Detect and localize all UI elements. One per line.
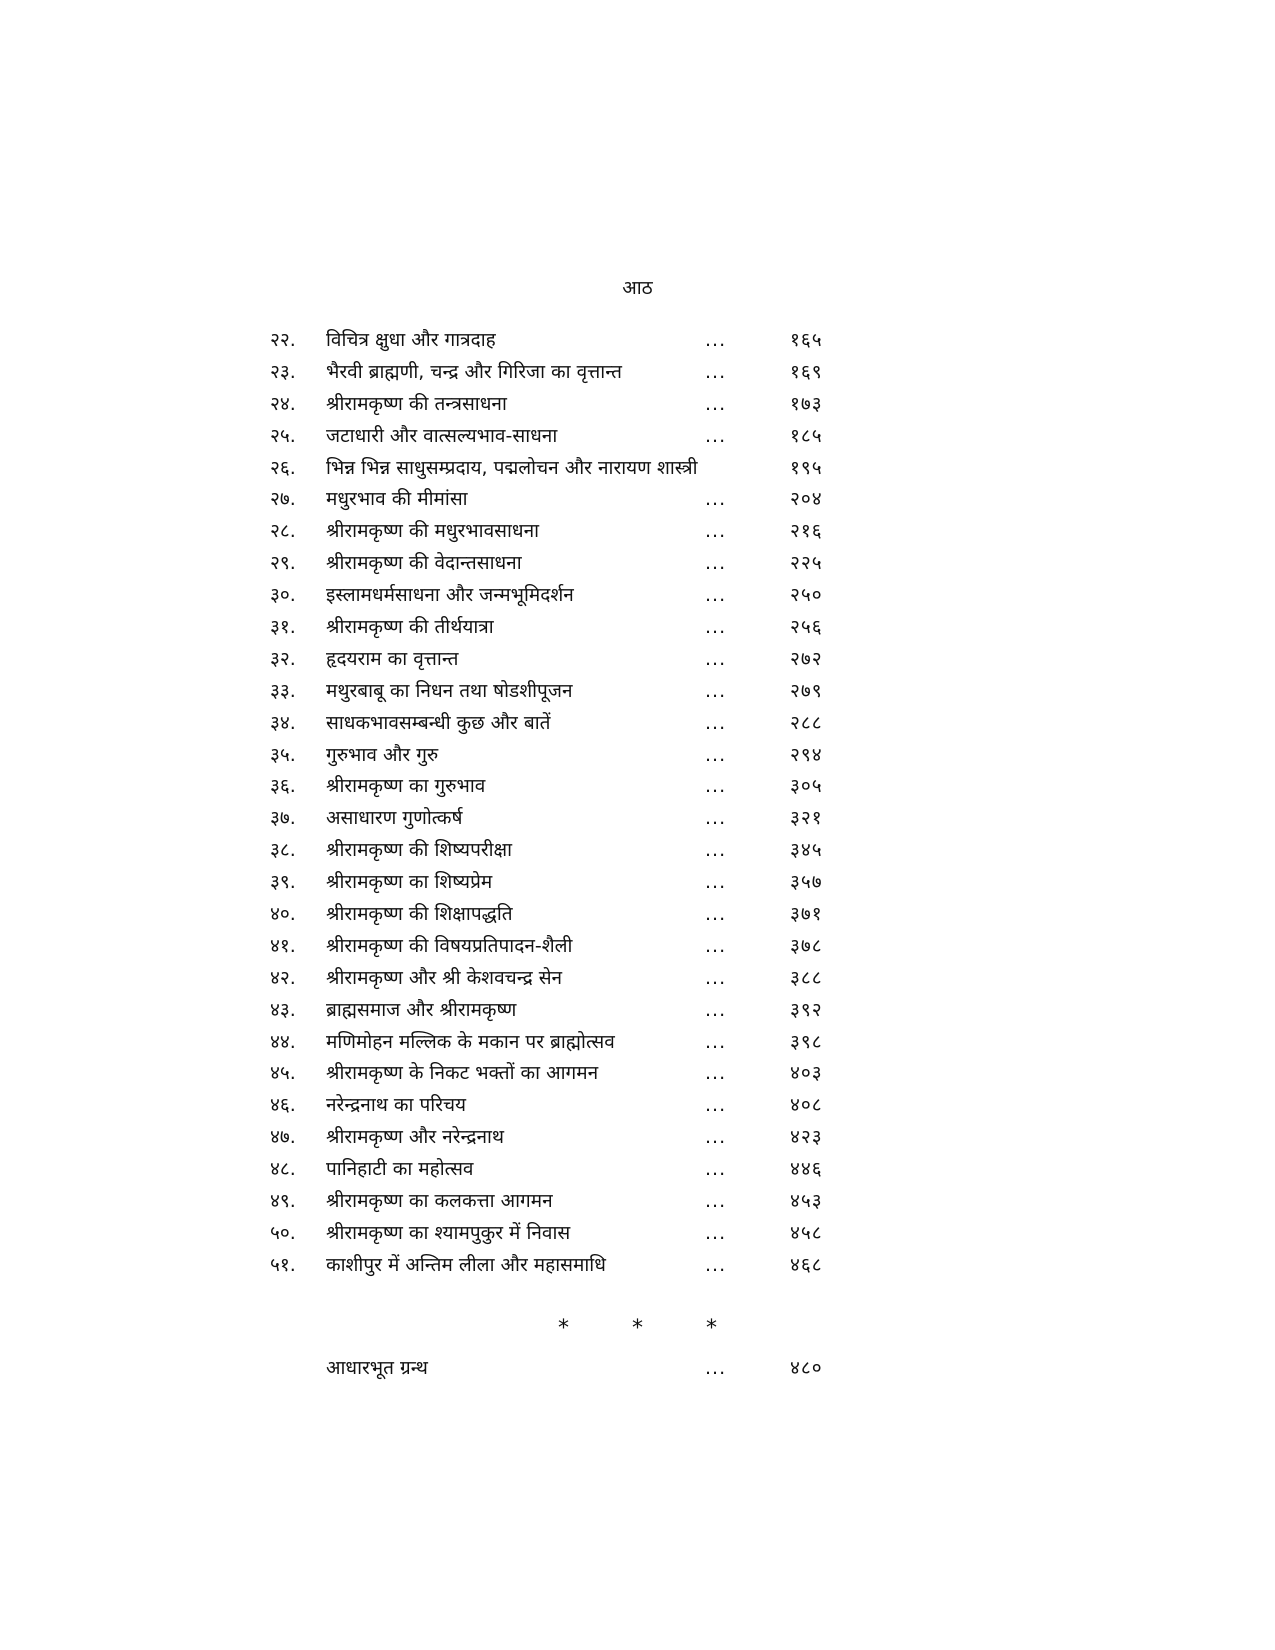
toc-entry-page: ४५८	[790, 1221, 823, 1244]
toc-entry	[270, 964, 870, 996]
toc-entry-number: २७.	[270, 488, 296, 511]
toc-entry-title: श्रीरामकृष्ण का गुरुभाव	[326, 775, 486, 798]
toc-entry-page: ३८८	[790, 966, 823, 989]
toc-entry-leader: ...	[705, 679, 727, 702]
toc-entry	[270, 1155, 870, 1187]
toc-entry-leader: ...	[705, 966, 727, 989]
toc-entry-title: भिन्न भिन्न साधुसम्प्रदाय, पद्मलोचन और नारायण शास्त्री	[326, 456, 698, 479]
toc-entry	[270, 709, 870, 741]
toc-entry	[270, 900, 870, 932]
appendix-leader: ...	[705, 1357, 727, 1379]
toc-entry-leader: ...	[705, 839, 727, 862]
toc-entry-leader: ...	[705, 1094, 727, 1117]
toc-entry	[270, 1059, 870, 1091]
appendix-title: आधारभूत ग्रन्थ	[326, 1357, 428, 1379]
toc-entry-title: मधुरभाव की मीमांसा	[326, 488, 468, 511]
toc-entry-page: १६९	[790, 360, 823, 383]
toc-entry-title: असाधारण गुणोत्कर्ष	[326, 807, 463, 830]
toc-entry-title: श्रीरामकृष्ण की तन्त्रसाधना	[326, 392, 507, 415]
toc-entry	[270, 1123, 870, 1155]
page-number: आठ	[622, 277, 653, 299]
toc-entry	[270, 390, 870, 422]
toc-entry-number: ४२.	[270, 966, 296, 989]
toc-entry-title: गुरुभाव और गुरु	[326, 743, 439, 766]
toc-entry-number: ३३.	[270, 679, 296, 702]
toc-entry	[270, 1091, 870, 1123]
toc-entry	[270, 741, 870, 773]
toc-entry	[270, 1354, 870, 1386]
toc-entry-page: १९५	[790, 456, 823, 479]
toc-entry-leader: ...	[705, 552, 727, 575]
toc-entry-number: ५१.	[270, 1253, 296, 1276]
toc-entry	[270, 422, 870, 454]
toc-entry-leader: ...	[705, 1126, 727, 1149]
toc-entry-leader: ...	[705, 903, 727, 926]
toc-entry	[270, 996, 870, 1028]
asterisk-glyph: *	[558, 1316, 569, 1341]
table-of-contents	[270, 326, 870, 1283]
toc-entry-page: १७३	[790, 392, 823, 415]
toc-entry-number: २४.	[270, 392, 296, 415]
toc-entry-leader: ...	[705, 584, 727, 607]
toc-entry	[270, 358, 870, 390]
toc-entry	[270, 1187, 870, 1219]
toc-entry-page: ३५७	[790, 871, 823, 894]
toc-entry-title: श्रीरामकृष्ण की विषयप्रतिपादन-शैली	[326, 934, 573, 957]
toc-entry-page: ३७८	[790, 934, 823, 957]
toc-entry-page: २१६	[790, 520, 823, 543]
toc-entry-page: ३४५	[790, 839, 823, 862]
toc-entry-number: २३.	[270, 360, 296, 383]
toc-entry-leader: ...	[705, 775, 727, 798]
toc-entry-number: २९.	[270, 552, 296, 575]
toc-entry-number: ४१.	[270, 934, 296, 957]
toc-entry-leader: ...	[705, 743, 727, 766]
toc-entry-title: मथुरबाबू का निधन तथा षोडशीपूजन	[326, 679, 573, 702]
toc-entry-page: ३९८	[790, 1030, 823, 1053]
toc-entry-page: २०४	[790, 488, 823, 511]
toc-entry-number: ३६.	[270, 775, 296, 798]
toc-entry-title: नरेन्द्रनाथ का परिचय	[326, 1094, 467, 1117]
toc-entry	[270, 677, 870, 709]
toc-entry	[270, 772, 870, 804]
toc-entry-number: ३४.	[270, 711, 296, 734]
toc-entry-title: ब्राह्मसमाज और श्रीरामकृष्ण	[326, 998, 517, 1021]
toc-entry	[270, 485, 870, 517]
toc-entry	[270, 836, 870, 868]
appendix-entry	[270, 1354, 870, 1386]
toc-entry-leader: ...	[705, 1253, 727, 1276]
toc-entry-page: ४६८	[790, 1253, 823, 1276]
toc-entry-number: ४५.	[270, 1062, 296, 1085]
toc-entry-leader: ...	[705, 360, 727, 383]
toc-entry-leader: ...	[705, 616, 727, 639]
toc-entry-number: ३९.	[270, 871, 296, 894]
toc-entry-leader: ...	[705, 647, 727, 670]
toc-entry-title: श्रीरामकृष्ण का श्यामपुकुर में निवास	[326, 1221, 571, 1244]
toc-entry	[270, 549, 870, 581]
toc-entry-number: ३५.	[270, 743, 296, 766]
toc-entry-number: २८.	[270, 520, 296, 543]
toc-entry-page: १८५	[790, 424, 823, 447]
toc-entry-leader: ...	[705, 934, 727, 957]
toc-entry-title: विचित्र क्षुधा और गात्रदाह	[326, 329, 496, 351]
asterisk-glyph: *	[632, 1316, 643, 1341]
toc-entry-title: श्रीरामकृष्ण की वेदान्तसाधना	[326, 552, 522, 575]
toc-entry-number: ४३.	[270, 998, 296, 1021]
toc-entry-title: हृदयराम का वृत्तान्त	[326, 647, 459, 670]
toc-entry-page: २७९	[790, 679, 823, 702]
toc-entry-page: ३७१	[790, 903, 823, 926]
toc-entry-page: ३०५	[790, 775, 823, 798]
toc-entry-leader: ...	[705, 1062, 727, 1085]
toc-entry-leader: ...	[705, 392, 727, 415]
toc-entry	[270, 804, 870, 836]
toc-entry-number: ३२.	[270, 647, 296, 670]
toc-entry-leader: ...	[705, 1158, 727, 1181]
toc-entry-number: ४८.	[270, 1158, 296, 1181]
toc-entry-leader: ...	[705, 998, 727, 1021]
toc-entry-title: श्रीरामकृष्ण और नरेन्द्रनाथ	[326, 1126, 505, 1149]
section-separator	[0, 1316, 1275, 1341]
toc-entry-leader: ...	[705, 1190, 727, 1213]
toc-entry-number: ४६.	[270, 1094, 296, 1117]
toc-entry-leader: ...	[705, 807, 727, 830]
appendix-page: ४८०	[790, 1357, 823, 1379]
toc-entry-number: ३७.	[270, 807, 296, 830]
toc-entry-title: श्रीरामकृष्ण का कलकत्ता आगमन	[326, 1190, 553, 1213]
toc-entry-page: २८८	[790, 711, 823, 734]
toc-entry-leader: ...	[705, 520, 727, 543]
toc-entry-title: साधकभावसम्बन्धी कुछ और बातें	[326, 711, 551, 734]
toc-entry-title: काशीपुर में अन्तिम लीला और महासमाधि	[326, 1253, 606, 1276]
toc-entry-page: १६५	[790, 329, 823, 351]
toc-entry-number: ४४.	[270, 1030, 296, 1053]
toc-entry-page: ४४६	[790, 1158, 823, 1181]
toc-entry	[270, 645, 870, 677]
toc-entry-page: ३९२	[790, 998, 823, 1021]
toc-entry-number: ३८.	[270, 839, 296, 862]
toc-entry-title: श्रीरामकृष्ण का शिष्यप्रेम	[326, 871, 493, 894]
toc-entry-number: ३०.	[270, 584, 296, 607]
toc-entry-page: ३२१	[790, 807, 823, 830]
toc-entry-page: ४०३	[790, 1062, 823, 1085]
toc-entry-page: २५०	[790, 584, 823, 607]
toc-entry	[270, 1219, 870, 1251]
toc-entry-leader: ...	[705, 488, 727, 511]
toc-entry-page: ४०८	[790, 1094, 823, 1117]
toc-entry-leader: ...	[705, 1030, 727, 1053]
toc-entry-number: २६.	[270, 456, 296, 479]
toc-entry-title: जटाधारी और वात्सल्यभाव-साधना	[326, 424, 558, 447]
toc-entry	[270, 1251, 870, 1283]
toc-entry-page: ४५३	[790, 1190, 823, 1213]
toc-entry	[270, 868, 870, 900]
toc-entry	[270, 326, 870, 358]
toc-entry-title: श्रीरामकृष्ण और श्री केशवचन्द्र सेन	[326, 966, 563, 989]
toc-entry-leader: ...	[705, 424, 727, 447]
toc-entry	[270, 517, 870, 549]
toc-entry-title: इस्लामधर्मसाधना और जन्मभूमिदर्शन	[326, 584, 574, 607]
toc-entry-title: श्रीरामकृष्ण की मधुरभावसाधना	[326, 520, 540, 543]
toc-entry-title: श्रीरामकृष्ण की शिक्षापद्धति	[326, 903, 513, 926]
toc-entry	[270, 932, 870, 964]
toc-entry-title: मणिमोहन मल्लिक के मकान पर ब्राह्मोत्सव	[326, 1030, 615, 1053]
toc-entry-number: ४७.	[270, 1126, 296, 1149]
toc-entry-leader: ...	[705, 329, 727, 351]
toc-entry-leader: ...	[705, 871, 727, 894]
toc-entry-leader: ...	[705, 711, 727, 734]
toc-entry-number: ४९.	[270, 1190, 296, 1213]
toc-entry-number: ५०.	[270, 1221, 296, 1244]
toc-entry-title: श्रीरामकृष्ण की शिष्यपरीक्षा	[326, 839, 513, 862]
toc-entry-number: ३१.	[270, 616, 296, 639]
toc-entry-title: भैरवी ब्राह्मणी, चन्द्र और गिरिजा का वृत्तान्त	[326, 360, 622, 383]
toc-entry-page: ४२३	[790, 1126, 823, 1149]
toc-entry-page: २९४	[790, 743, 823, 766]
toc-entry-page: २७२	[790, 647, 823, 670]
toc-entry-number: २५.	[270, 424, 296, 447]
toc-entry-page: २५६	[790, 616, 823, 639]
toc-entry-page: २२५	[790, 552, 823, 575]
toc-entry	[270, 454, 870, 486]
toc-entry	[270, 1028, 870, 1060]
asterisk-glyph: *	[706, 1316, 717, 1341]
toc-entry-leader: ...	[705, 1221, 727, 1244]
toc-entry-number: ४०.	[270, 903, 296, 926]
toc-entry-number: २२.	[270, 329, 296, 351]
toc-entry-title: श्रीरामकृष्ण की तीर्थयात्रा	[326, 616, 494, 639]
toc-entry-title: पानिहाटी का महोत्सव	[326, 1158, 474, 1181]
toc-entry	[270, 581, 870, 613]
toc-entry-title: श्रीरामकृष्ण के निकट भक्तों का आगमन	[326, 1062, 599, 1085]
toc-entry	[270, 613, 870, 645]
